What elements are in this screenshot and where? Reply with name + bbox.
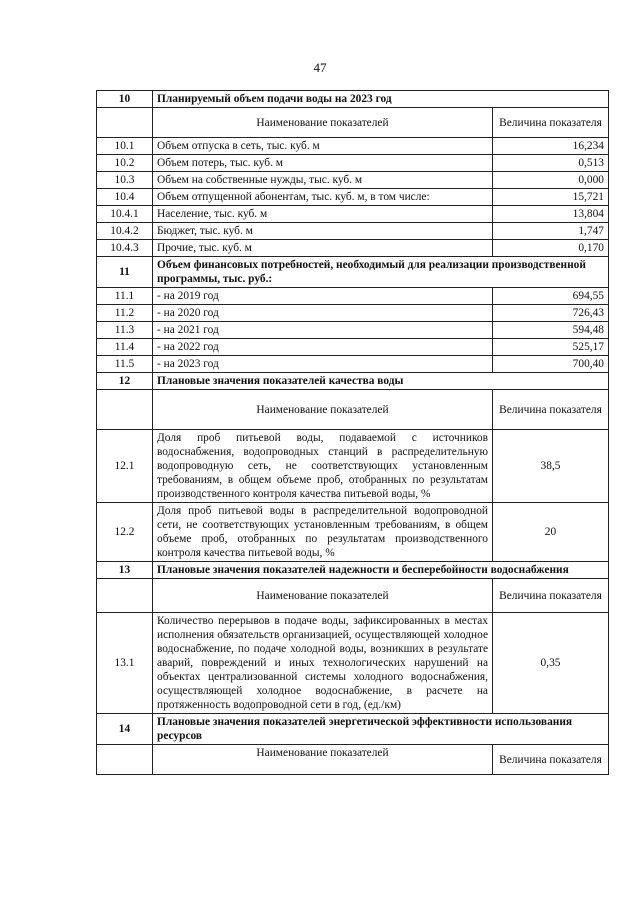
section-title: Плановые значения показателей надежности и бесперебойности водоснабжения xyxy=(153,562,609,579)
table-row xyxy=(97,223,609,240)
indicator-value-header: Величина показателя xyxy=(493,745,609,775)
row-number: 10.4.3 xyxy=(97,240,153,257)
section-title: Плановые значения показателей энергетической эффективности использования ресурсов xyxy=(153,714,609,745)
column-header-row xyxy=(97,579,609,613)
row-label: - на 2020 год xyxy=(153,305,493,322)
row-label: Бюджет, тыс. куб. м xyxy=(153,223,493,240)
table-row xyxy=(97,155,609,172)
empty-cell xyxy=(97,745,153,775)
row-label: Прочие, тыс. куб. м xyxy=(153,240,493,257)
row-number: 10.3 xyxy=(97,172,153,189)
indicator-value-header: Величина показателя xyxy=(493,108,609,138)
table-row xyxy=(97,356,609,373)
section-14-header xyxy=(97,714,609,745)
column-header-row xyxy=(97,745,609,775)
row-label: Доля проб питьевой воды, подаваемой с источников водоснабжения, водопроводных станций в распределительную водопроводную сеть, не соответствующих установленным требованиям, в общем объеме проб, отобранных по результатам производственного контроля качества питьевой воды, % xyxy=(153,430,493,503)
table-row xyxy=(97,288,609,305)
row-label: - на 2023 год xyxy=(153,356,493,373)
row-number: 11.2 xyxy=(97,305,153,322)
indicator-name-header: Наименование показателей xyxy=(153,745,493,775)
section-title: Объем финансовых потребностей, необходимый для реализации производственной программы, тыс. руб.: xyxy=(153,257,609,288)
table-row xyxy=(97,503,609,562)
row-value: 525,17 xyxy=(493,339,609,356)
table-row xyxy=(97,339,609,356)
row-value: 594,48 xyxy=(493,322,609,339)
row-label: Объем потерь, тыс. куб. м xyxy=(153,155,493,172)
empty-cell xyxy=(97,579,153,613)
row-value: 20 xyxy=(493,503,609,562)
row-number: 11.1 xyxy=(97,288,153,305)
table-row xyxy=(97,189,609,206)
row-value: 38,5 xyxy=(493,430,609,503)
section-number: 12 xyxy=(97,373,153,390)
row-label: Население, тыс. куб. м xyxy=(153,206,493,223)
row-number: 10.4.2 xyxy=(97,223,153,240)
row-number: 11.5 xyxy=(97,356,153,373)
column-header-row xyxy=(97,390,609,430)
table-row xyxy=(97,305,609,322)
table-row xyxy=(97,206,609,223)
row-label: Объем отпущенной абонентам, тыс. куб. м, в том числе: xyxy=(153,189,493,206)
indicator-name-header: Наименование показателей xyxy=(153,579,493,613)
row-number: 10.4.1 xyxy=(97,206,153,223)
row-number: 10.1 xyxy=(97,138,153,155)
page-number: 47 xyxy=(313,60,327,75)
row-number: 10.2 xyxy=(97,155,153,172)
table-row xyxy=(97,172,609,189)
row-value: 0,513 xyxy=(493,155,609,172)
row-label: - на 2019 год xyxy=(153,288,493,305)
indicator-name-header: Наименование показателей xyxy=(153,390,493,430)
row-label: Объем на собственные нужды, тыс. куб. м xyxy=(153,172,493,189)
row-value: 694,55 xyxy=(493,288,609,305)
row-value: 0,000 xyxy=(493,172,609,189)
indicator-name-header: Наименование показателей xyxy=(153,108,493,138)
row-value: 13,804 xyxy=(493,206,609,223)
indicator-value-header: Величина показателя xyxy=(493,390,609,430)
empty-cell xyxy=(97,390,153,430)
table-row xyxy=(97,240,609,257)
column-header-row xyxy=(97,108,609,138)
table-row xyxy=(97,138,609,155)
row-label: Доля проб питьевой воды в распределительной водопроводной сети, не соответствующих установленным требованиям, в общем объеме проб, отобранных по результатам производственного контроля качества питьевой воды, % xyxy=(153,503,493,562)
table-row xyxy=(97,613,609,714)
row-number: 11.3 xyxy=(97,322,153,339)
section-title: Плановые значения показателей качества воды xyxy=(153,373,609,390)
row-value: 0,170 xyxy=(493,240,609,257)
section-12-header xyxy=(97,373,609,390)
row-value: 16,234 xyxy=(493,138,609,155)
table-row xyxy=(97,430,609,503)
section-number: 13 xyxy=(97,562,153,579)
section-number: 11 xyxy=(97,257,153,288)
row-number: 12.1 xyxy=(97,430,153,503)
row-label: - на 2022 год xyxy=(153,339,493,356)
row-number: 13.1 xyxy=(97,613,153,714)
row-value: 1,747 xyxy=(493,223,609,240)
row-value: 726,43 xyxy=(493,305,609,322)
row-number: 12.2 xyxy=(97,503,153,562)
section-number: 14 xyxy=(97,714,153,745)
row-value: 0,35 xyxy=(493,613,609,714)
indicator-value-header: Величина показателя xyxy=(493,579,609,613)
section-13-header xyxy=(97,562,609,579)
row-number: 11.4 xyxy=(97,339,153,356)
row-value: 15,721 xyxy=(493,189,609,206)
row-value: 700,40 xyxy=(493,356,609,373)
row-number: 10.4 xyxy=(97,189,153,206)
row-label: Количество перерывов в подаче воды, зафиксированных в местах исполнения обязательств организацией, осуществляющей холодное водоснабжение, по подаче холодной воды, возникших в результате аварий, повреждений и иных технологических нарушений на объектах централизованной системы холодного водоснабжения, осуществляющей холодное водоснабжение, в расчете на протяженность водопроводной сети в год, (ед./км) xyxy=(153,613,493,714)
section-10-header xyxy=(97,91,609,108)
section-11-header xyxy=(97,257,609,288)
indicators-table xyxy=(96,90,609,775)
table-row xyxy=(97,322,609,339)
section-title: Планируемый объем подачи воды на 2023 год xyxy=(153,91,609,108)
row-label: Объем отпуска в сеть, тыс. куб. м xyxy=(153,138,493,155)
empty-cell xyxy=(97,108,153,138)
row-label: - на 2021 год xyxy=(153,322,493,339)
section-number: 10 xyxy=(97,91,153,108)
